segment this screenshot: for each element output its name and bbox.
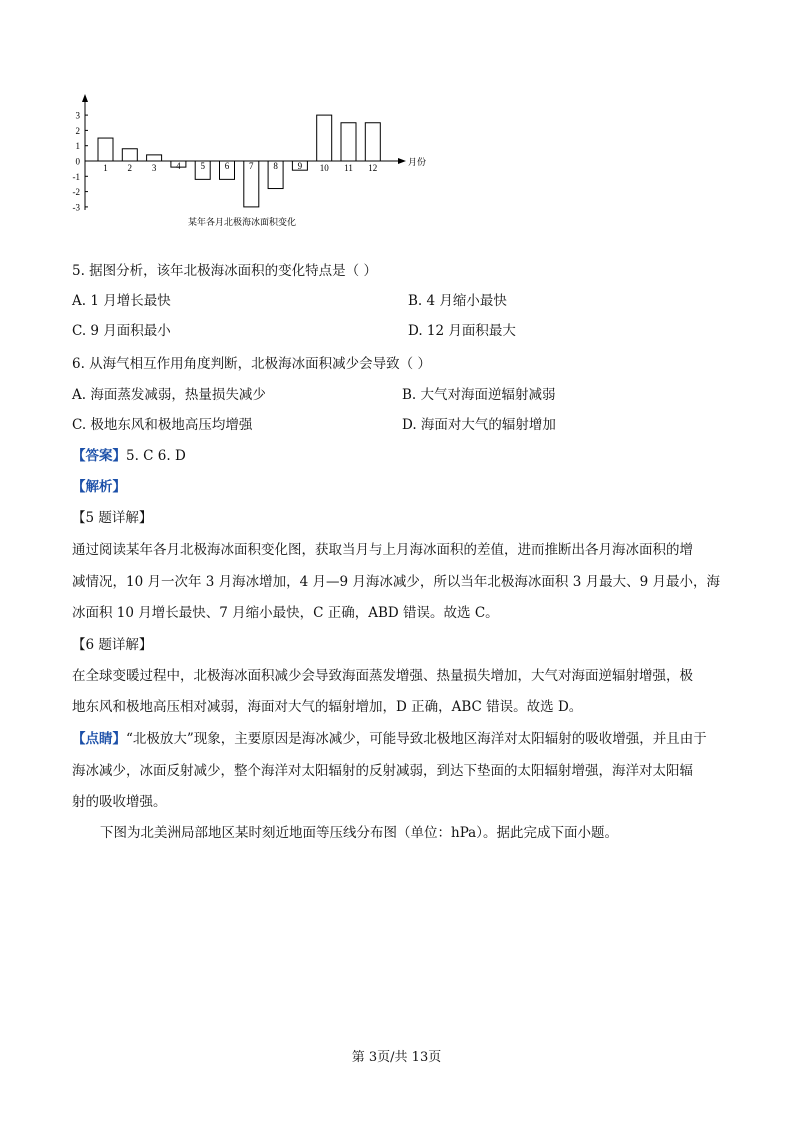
y-tick-label: -3 bbox=[72, 202, 80, 213]
x-tick-label: 4 bbox=[176, 161, 181, 171]
answer-tag: 【答案】 bbox=[72, 448, 126, 464]
tip-line-2: 海冰减少，冰面反射减少，整个海洋对太阳辐射的反射减弱，到达下垫面的太阳辐射增强，海洋对太阳辐 bbox=[72, 763, 693, 779]
detail-6-line-2: 地东风和极地高压相对减弱，海面对大气的辐射增加，D 正确，ABC 错误。故选 D。 bbox=[72, 699, 583, 715]
q5-option-d: D. 12 月面积最大 bbox=[408, 323, 516, 339]
q6-option-c: C. 极地东风和极地高压均增强 bbox=[72, 417, 253, 433]
y-tick-label: 2 bbox=[75, 125, 80, 136]
chart-title: 某年各月北极海冰面积变化 bbox=[187, 217, 297, 227]
bar-month-3 bbox=[147, 155, 162, 161]
x-tick-label: 1 bbox=[103, 163, 108, 173]
detail-5-line-2: 减情况，10 月一次年 3 月海冰增加，4 月—9 月海冰减少，所以当年北极海冰面积 3 月最大、9 月最小，海 bbox=[72, 574, 720, 590]
answer-line bbox=[72, 447, 186, 465]
x-tick-label: 6 bbox=[224, 161, 230, 171]
x-tick-label: 10 bbox=[319, 163, 329, 173]
bar-month-11 bbox=[341, 123, 356, 161]
tip-line-3: 射的吸收增强。 bbox=[72, 794, 167, 810]
q5-option-c: C. 9 月面积最小 bbox=[72, 323, 171, 339]
next-section-intro: 下图为北美洲局部地区某时刻近地面等压线分布图（单位：hPa）。据此完成下面小题。 bbox=[100, 825, 618, 841]
tip-line-1 bbox=[72, 730, 707, 748]
detail-6-tag: 【6 题详解】 bbox=[72, 637, 153, 653]
x-tick-label: 12 bbox=[368, 163, 378, 173]
answer-text: 5. C 6. D bbox=[126, 448, 186, 464]
tip-tag: 【点睛】 bbox=[72, 731, 126, 747]
x-tick-label: 2 bbox=[127, 163, 133, 173]
q6-option-b: B. 大气对海面逆辐射减弱 bbox=[402, 387, 556, 403]
bar-month-2 bbox=[122, 149, 137, 161]
x-tick-label: 5 bbox=[200, 161, 205, 171]
y-axis-arrow-icon bbox=[82, 94, 88, 102]
q6-option-a: A. 海面蒸发减弱，热量损失减少 bbox=[72, 387, 266, 403]
bar-month-12 bbox=[365, 123, 380, 161]
x-tick-label: 11 bbox=[344, 163, 353, 173]
page-footer: 第 3页/共 13页 bbox=[351, 1050, 442, 1065]
bar-month-1 bbox=[98, 138, 113, 161]
x-tick-label: 8 bbox=[273, 161, 278, 171]
question-5-stem: 5. 据图分析，该年北极海冰面积的变化特点是（ ） bbox=[72, 263, 377, 279]
y-tick-label: 1 bbox=[75, 141, 80, 152]
question-6-stem: 6. 从海气相互作用角度判断，北极海冰面积减少会导致（ ） bbox=[72, 356, 431, 372]
q5-option-b: B. 4 月缩小最快 bbox=[408, 293, 507, 309]
tip-text-1: “北极放大”现象，主要原因是海冰减少，可能导致北极地区海洋对太阳辐射的吸收增强，并且由于 bbox=[126, 731, 707, 747]
x-tick-label: 7 bbox=[249, 161, 254, 171]
y-tick-label: -2 bbox=[72, 187, 80, 198]
detail-6-line-1: 在全球变暖过程中，北极海冰面积减少会导致海面蒸发增强、热量损失增加，大气对海面逆辐射增强，极 bbox=[72, 668, 693, 684]
detail-5-line-1: 通过阅读某年各月北极海冰面积变化图，获取当月与上月海冰面积的差值，进而推断出各月海冰面积的增 bbox=[72, 542, 693, 558]
x-axis-arrow-icon bbox=[398, 158, 406, 164]
bar-month-10 bbox=[317, 115, 332, 161]
x-tick-label: 9 bbox=[297, 161, 303, 171]
y-tick-label: -1 bbox=[72, 171, 80, 182]
x-axis-label: 月份 bbox=[408, 157, 427, 167]
x-tick-label: 3 bbox=[151, 163, 157, 173]
detail-5-line-3: 冰面积 10 月增长最快、7 月缩小最快，C 正确，ABD 错误。故选 C。 bbox=[72, 605, 499, 621]
q5-option-a: A. 1 月增长最快 bbox=[72, 293, 171, 309]
analysis-tag: 【解析】 bbox=[72, 479, 126, 495]
detail-5-tag: 【5 题详解】 bbox=[72, 510, 153, 526]
q6-option-d: D. 海面对大气的辐射增加 bbox=[402, 417, 556, 433]
sea-ice-chart bbox=[52, 90, 432, 240]
y-tick-label: 0 bbox=[75, 156, 80, 167]
y-tick-label: 3 bbox=[75, 110, 80, 121]
